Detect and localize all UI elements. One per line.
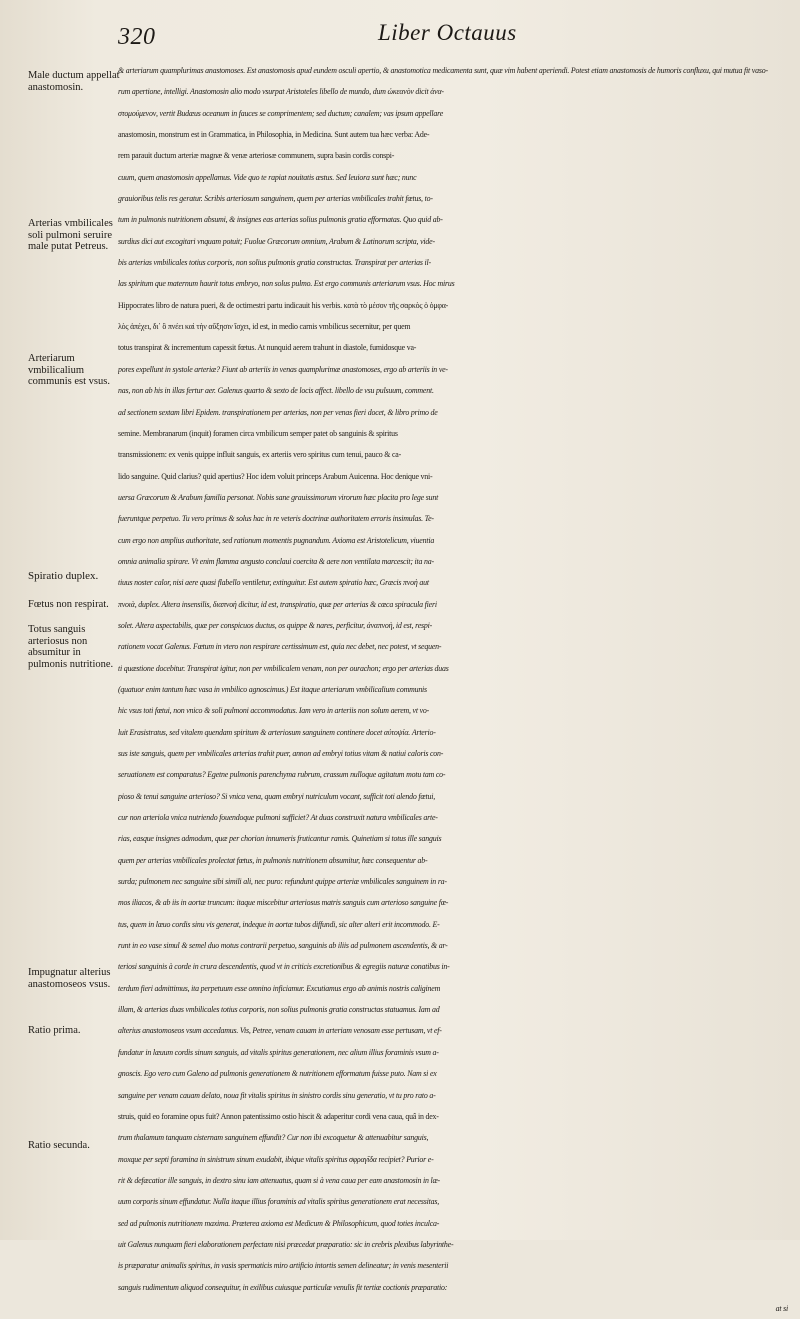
- text-line: στομούμενον, vertit Budæus oceanum in fauces se comprimentem; sed ductum; canalem; vas ipsum appellare: [118, 108, 443, 118]
- text-line: ti quæstione docebitur. Transpirat igitur, non per vmbilicalem venam, non per ourachon; ergo per arterias duas: [118, 663, 449, 673]
- text-line: ad sectionem sextam libri Epidem. transpirationem per arterias, non per venas fieri docet, & libro primo de: [118, 407, 438, 417]
- text-line: terdum fieri admittimus, ita perpetuum esse omnino inficiamur. Excutiamus ergo ab animis nostris caliginem: [118, 983, 441, 993]
- text-line: tiuus noster calor, nisi aere quasi flabello ventiletur, extinguitur. Est autem spiratio hæc, Græcis πνοὴ aut: [118, 578, 429, 588]
- text-line: cur non arteriola vnica nutriendo fouendoque pulmoni sufficiet? At duas construxit natura vmbilicales arte-: [118, 813, 438, 823]
- text-line: transmissionem: ex venis quippe influit sanguis, ex arteriis vero spiritus cum tenui, pauco & ca-: [118, 450, 402, 460]
- margin-note: Arterias vmbilicales soli pulmoni seruire male putat Petreus.: [28, 218, 113, 253]
- text-line: Hippocrates libro de natura pueri, & de octimestri partu indicauit his verbis. κατὰ τὸ μέσον τῆς σαρκὸς ὁ ὀμφα-: [118, 300, 449, 310]
- text-line: rem parauit ductum arteriæ magnæ & venæ arteriosæ communem, supra basin cordis conspi-: [118, 151, 395, 161]
- page-number: 320: [118, 24, 156, 50]
- text-line: cuum, quem anastomosin appellamus. Vide quo te rapiat nouitatis æstus. Sed leuiora sunt hæc; nunc: [118, 172, 417, 182]
- text-line: surda; pulmonem nec sanguine sibi simili ali, nec puro: refundunt quippe arteriæ vmbilicales sanguinem in ra-: [118, 877, 447, 887]
- text-line: las spiritum que maternum haurit totus embryo, non solus pulmo. Est ergo communis arteriarum vsus. Hoc mirus: [118, 279, 455, 289]
- text-line: is præparatur animalis spiritus, in vasis spermaticis miro artificio intortis semen delineatur; in venis mesenterii: [118, 1261, 449, 1271]
- text-line: illam, & arterias duas vmbilicales totius corporis, non solius pulmonis gratia constructas statuamus. Iam ad: [118, 1005, 440, 1015]
- text-line: quem per arterias vmbilicales prolectat fœtus, in pulmonis nutritionem absumitur, hæc consequentur ab-: [118, 855, 428, 865]
- margin-note: Ratio secunda.: [28, 1140, 90, 1151]
- text-line: & arteriarum quamplurimas anastomoses. Est anastomosis apud eundem osculi apertio, & anastomotica medicamenta sunt, quæ vim habent aperiendi. Potest etiam anastomosis de humoris confluxu, qui mutua fit vaso-: [118, 66, 768, 75]
- margin-note: Male ductum appellat anastomosin.: [28, 70, 120, 93]
- text-line: (quatuor enim tantum hæc vasa in vmbilico agnoscimus.) Est itaque arteriarum vmbilicalium communis: [118, 684, 427, 694]
- text-line: sed ad pulmonis nutritionem maxima. Præterea axioma est Medicum & Philosophicum, quod toties inculca-: [118, 1218, 440, 1228]
- text-line: hic vsus toti fœtui, non vnico & soli pulmoni accommodatus. Iam vero in arteriis non solum aerem, vt vo-: [118, 706, 430, 716]
- text-line: rationem vocat Galenus. Fœtum in vtero non respirare certissimum est, quia nec debet, nec potest, vt sequen-: [118, 642, 442, 652]
- text-line: rit & defæcatior ille sanguis, in dextro sinu iam attenuatus, quam si à vena caua per eam anastomosin in læ-: [118, 1175, 440, 1185]
- text-line: seruationem est comparatus? Egetne pulmonis parenchyma rubrum, crassum nulloque agitatum motu tam co-: [118, 770, 446, 780]
- text-line: gnoscis. Ego vero cum Galeno ad pulmonis generationem & nutritionem efformatum fuisse puto. Nam si ex: [118, 1069, 437, 1079]
- text-line: alterius anastomoseos vsum accedamus. Vis, Petree, venam cauam in arteriam venosam esse pertusam, vt ef-: [118, 1026, 442, 1036]
- margin-note: Fœtus non respirat.: [28, 599, 109, 610]
- text-line: tum in pulmonis nutritionem absumi, & insignes eas arterias solius pulmonis gratia efformatas. Quo quid ab-: [118, 215, 443, 225]
- text-line: pores expellunt in systole arteriæ? Fiunt ab arteriis in venas quamplurimæ anastomoses, ergo ab arteriis in ve-: [118, 364, 448, 374]
- text-line: πνοιὰ, duplex. Altera insensilis, διαπνοὴ dicitur, id est, transpiratio, quæ per arterias & cœca spiracula fieri: [118, 599, 437, 609]
- text-line: nas, non ab his in illas fertur aer. Galenus quarto & sexto de locis affect. libello de vsu pulsuum, comment.: [118, 386, 434, 396]
- text-line: trum thalamum tanquam cisternam sanguinem effundit? Cur non ibi excoquetur & attenuabitur sanguis,: [118, 1133, 429, 1143]
- text-line: fueruntque perpetuo. Tu vero primus & solus hac in re veteris doctrinæ authoritatem erroris insimulas. Te-: [118, 514, 434, 524]
- text-line: rias, easque insignes admodum, quæ per chorion innumeris fruticantur ramis. Quinetiam si totus ille sanguis: [118, 834, 442, 844]
- text-line: sus iste sanguis, quem per vmbilicales arterias trahit puer, annon ad embryi totius vitam & natiui caloris con-: [118, 749, 444, 758]
- margin-note: Totus sanguis arteriosus non absumitur in pulmonis nutritione.: [28, 624, 114, 670]
- running-head: Liber Octauus: [378, 20, 517, 45]
- text-line: tus, quem in læuo cordis sinu vis generat, indeque in aortæ tubos diffundi, sic alter alteri erit incommodo. E-: [118, 919, 440, 929]
- text-line: sanguis rudimentum aliquod consequitur, in exilibus cuiusque particulæ venulis fit tertiæ coctionis præparatio:: [118, 1282, 448, 1292]
- text-line: omnia animalia spirare. Vt enim flamma angusto conclaui coercita & aere non ventilata marcescit; ita na-: [118, 556, 434, 566]
- text-line: λὸς ἀπέχει, δι᾽ ὃ πνέει καὶ τὴν αὔξησιν ἴσχει, id est, in medio carnis vmbilicus secernitur, per quem: [118, 322, 411, 332]
- margin-note: Spiratio duplex.: [28, 570, 99, 582]
- text-line: fundatur in læuum cordis sinum sanguis, ad vitalis spiritus generationem, nec alium illius foraminis vsum a-: [118, 1047, 439, 1057]
- text-line: struis, quid eo foramine opus fuit? Annon patentissimo ostio hiscit & adaperitur cordi vena caua, quâ in dex-: [118, 1111, 439, 1121]
- text-line: lido sanguine. Quid clarius? quid apertius? Hoc idem voluit princeps Arabum Auicenna. Hoc denique vni-: [118, 471, 433, 481]
- main-text-column: [118, 60, 794, 1319]
- text-line: semine. Membranarum (inquit) foramen circa vmbilicum semper patet ob sanguinis & spiritus: [118, 428, 398, 438]
- text-line: cum ergo non amplius authoritate, sed rationum momentis pugnandum. Axioma est Aristotelicum, viuentia: [118, 535, 435, 545]
- text-line: rum apertione, intelligi. Anastomosin alio modo vsurpat Aristoteles libello de mundo, dum ὠκεανὸν dicit ἀνα-: [118, 87, 444, 97]
- text-line: solet. Altera aspectabilis, quæ per conspicuos ductus, os quippe & nares, perficitur, ἀναπνοὴ, id est, respi-: [118, 620, 433, 630]
- text-line: uersa Græcorum & Arabum familia personat. Nobis sane grauissimorum virorum hæc placita pro lege sunt: [118, 492, 439, 502]
- text-line: luit Erasistratus, sed vitalem quendam spiritum & arteriosum sanguinem continere docet αὐτοψία. Arterio-: [118, 727, 436, 737]
- text-line: mos iliacos, & ab iis in aortæ truncum: itaque miscebitur arteriosus matris sanguis cum arterioso sanguine fœ-: [118, 898, 449, 908]
- margin-note: Arteriarum vmbilicalium communis est vsus.: [28, 353, 110, 388]
- text-line: runt in eo vase simul & semel duo motus contrarii perpetuo, sanguinis ab iliis ad pulmonem ascendentis, & ar-: [118, 941, 448, 951]
- text-line: sanguine per venam cauam delato, noua fit vitalis spiritus in sinistro cordis sinu generatio, vt tu pro rato a-: [118, 1090, 436, 1100]
- margin-note: Ratio prima.: [28, 1025, 81, 1036]
- text-line: moxque per septi foramina in sinistrum sinum exudabit, ibique vitalis spiritus σφραγῖδα recipiet? Purior e-: [118, 1154, 434, 1164]
- page-header: [0, 20, 800, 50]
- text-line: anastomosin, monstrum est in Grammatica, in Philosophia, in Medicina. Sunt autem tua hæc verba: Ade-: [118, 130, 430, 140]
- text-line: at si: [775, 1303, 788, 1313]
- text-line: pioso & tenui sanguine arterioso? Si vnica vena, quam embryi nutriculum vocant, sufficit toti alendo fœtui,: [118, 791, 435, 801]
- text-line: teriosi sanguinis à corde in crura descendentis, quod vt in criticis excretionibus & egregiis naturæ conatibus in-: [118, 962, 450, 972]
- margin-note: Impugnatur alterius anastomoseos vsus.: [28, 967, 111, 990]
- text-line: uum corporis sinum effundatur. Nulla itaque illius foraminis ad vitalis spiritus generationem erat necessitas,: [118, 1197, 440, 1207]
- text-line: bis arterias vmbilicales totius corporis, non solius pulmonis gratia constructas. Transpirat per arterias il-: [118, 258, 431, 268]
- text-line: totus transpirat & incrementum capessit fœtus. At nunquid aerem trahunt in diastole, fumidosque va-: [118, 343, 417, 353]
- text-line: uit Galenus nunquam fieri elaborationem perfectam nisi præcedat præparatio: sic in crebris plexibus labyrinthe-: [118, 1239, 454, 1249]
- text-line: surdius dici aut excogitari vnquam potuit; Fuolue Græcorum omnium, Arabum & Latinorum scripta, vide-: [118, 236, 435, 246]
- text-line: grauioribus telis res geratur. Scribis arteriosum sanguinem, quem per arterias vmbilicales trahit fœtus, to-: [118, 194, 433, 204]
